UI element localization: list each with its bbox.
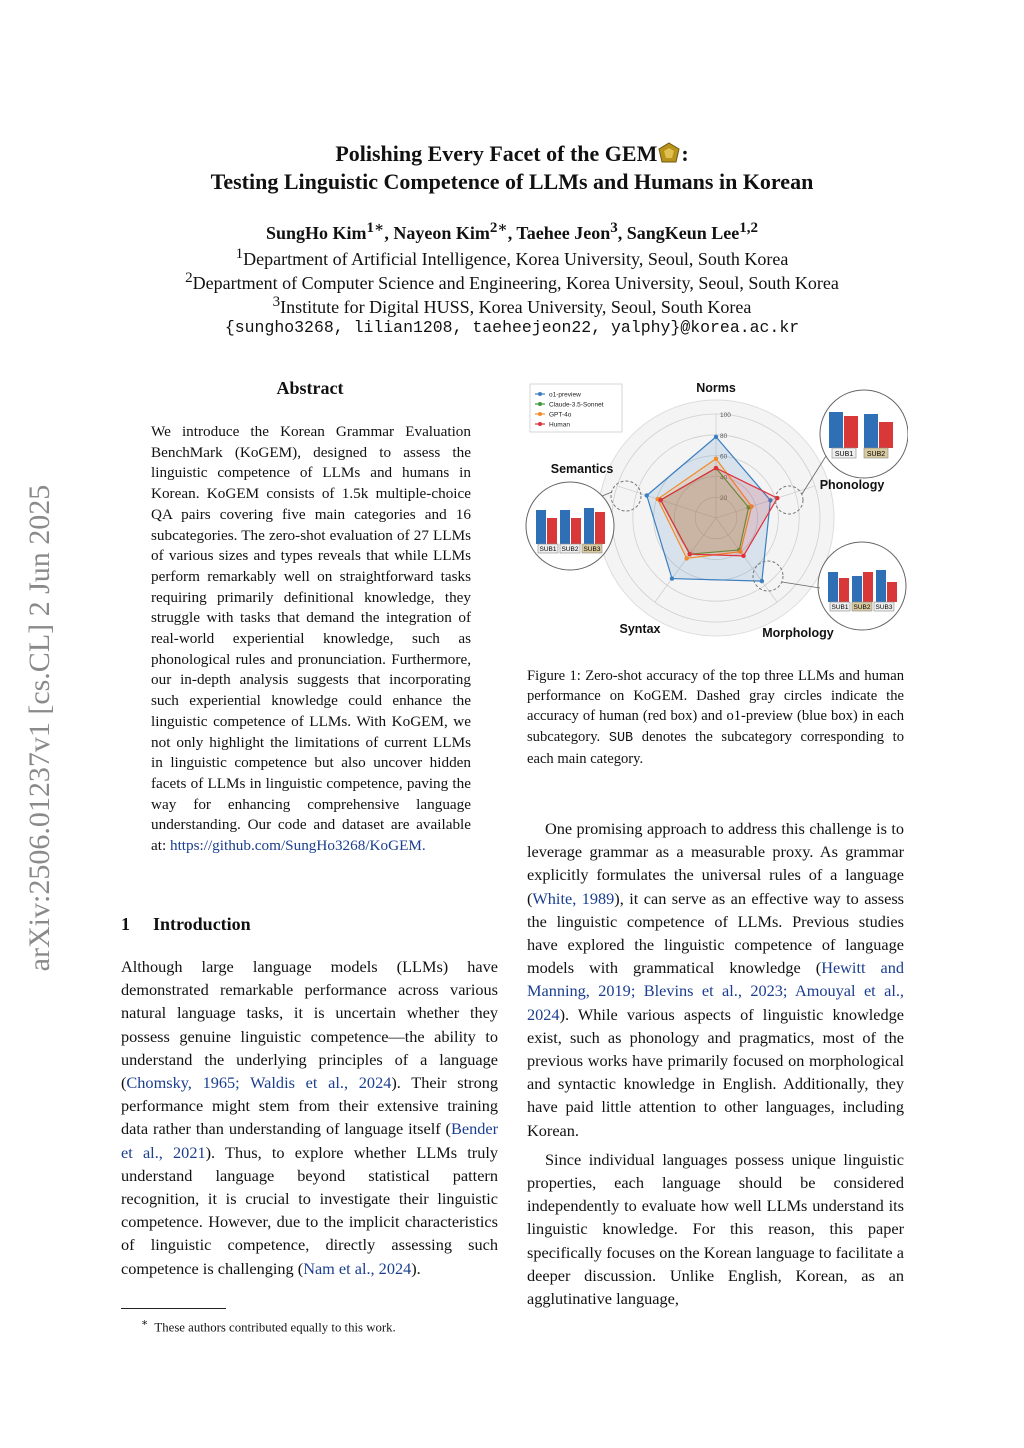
- axis-label-semantics: Semantics: [550, 462, 614, 476]
- gem-icon: [657, 142, 681, 164]
- legend-marker: [538, 412, 542, 416]
- bar-sub2-o1: [864, 414, 878, 448]
- radar-point: [688, 552, 692, 556]
- inset-sub-label: SUB3: [583, 546, 601, 553]
- radar-tick-label: 60: [720, 453, 728, 461]
- affiliation-3: $^3$Institute for Digital HUSS, Korea University, Seoul, South Korea: [272, 294, 752, 317]
- inset-sub-label: SUB2: [561, 546, 579, 553]
- code-link[interactable]: https://github.com/SungHo3268/KoGEM.: [169, 837, 426, 855]
- legend-label: Claude-3.5-Sonnet: [549, 401, 604, 409]
- radar-point: [714, 435, 718, 439]
- inset-morphology: [818, 542, 906, 630]
- author-list: SungHo Kim$^{1∗}$, Nayeon Kim$^{2∗}$, Taehee Jeon$^3$, SangKeun Lee$^{1,2}$: [265, 220, 759, 243]
- paper-title-line2: Testing Linguistic Competence of LLMs and Humans in Korean: [210, 169, 814, 194]
- citation[interactable]: Bender et al., 2021: [121, 1119, 498, 1162]
- axis-label-syntax: Syntax: [619, 622, 661, 636]
- radar-point: [684, 556, 688, 560]
- inset-semantics: [526, 482, 614, 570]
- paper-title-line1: Polishing Every Facet of the GEM :: [335, 141, 689, 166]
- author-emails[interactable]: {sungho3268, lilian1208, taeheejeon22, yalphy}@korea.ac.kr: [224, 318, 800, 337]
- bar-sub1-o1: [829, 412, 843, 448]
- radar-tick-label: 20: [720, 495, 728, 503]
- radar-tick-label: 100: [720, 412, 731, 419]
- radar-tick-label: 80: [720, 432, 728, 440]
- right-column-body: One promising approach to address this challenge is to leverage grammar as a measurable proxy. As grammar explicitly formulates the universal rules of a language (White, 1989), it can serve as an effective way to assess the linguistic competence of LLMs. Previous studies have explored the linguistic competence of language models with grammatical knowledge (Hewitt and Manning, 2019; Blevins et al., 2023; Amouyal et al., 2024). While various aspects of linguistic knowledge exist, such as phonology and pragmatics, most of the previous works have primarily focused on morphological and syntactic knowledge in English. Additionally, they have paid little attention to other languages, including Korean. Since individual languages possess unique linguistic properties, each language should be considered independently to evaluate how well LLMs understand its linguistic knowledge. For this reason, this paper specifically focuses on the Korean language to facilitate a deeper discussion. Unlike English, Korean, as an agglutinative language,: [527, 819, 905, 1309]
- axis-label-phonology: Phonology: [819, 478, 885, 492]
- footnote: ∗ These authors contributed equally to this work.: [141, 1318, 396, 1335]
- radar-point: [714, 457, 718, 461]
- inset-sub-label: SUB1: [834, 451, 854, 458]
- legend-label: o1-preview: [549, 391, 581, 399]
- footnote-rule: [121, 1308, 226, 1309]
- radar-tick-label: 40: [720, 474, 728, 482]
- axis-label-norms: Norms: [696, 381, 736, 395]
- figure-caption: Figure 1: Zero-shot accuracy of the top three LLMs and human performance on KoGEM. Dashed gray circles indicate the accuracy of human (red box) and o1-preview (blue box) in each subcategory. SUB denotes the subcategory corresponding to each main category.: [527, 668, 905, 767]
- radar-point: [658, 498, 662, 502]
- inset-sub-label: SUB2: [853, 604, 871, 611]
- abstract-heading: Abstract: [276, 378, 344, 398]
- affiliation-1: $^1$Department of Artificial Intelligence, Korea University, Seoul, South Korea: [235, 246, 789, 269]
- affiliation-2: $^2$Department of Computer Science and Engineering, Korea University, Seoul, South Korea: [185, 270, 839, 293]
- legend-marker: [538, 422, 542, 426]
- citation[interactable]: Chomsky, 1965; Waldis et al., 2024: [126, 1073, 392, 1093]
- radar-point: [714, 466, 718, 470]
- inset-sub-label: SUB1: [539, 546, 557, 553]
- axis-label-morphology: Morphology: [762, 626, 834, 640]
- abstract-body: We introduce the Korean Grammar Evaluation BenchMark (KoGEM), designed to assess the linguistic competence of LLMs and humans in Korean. KoGEM consists of 1.5k multiple-choice QA pairs covering five main categories and 16 subcategories. The zero-shot evaluation of 27 LLMs of various sizes and types reveals that while LLMs perform remarkably well on straightforward tasks requiring primarily definitional knowledge, they struggle with tasks that demand the integration of real-world experiential knowledge, such as phonological rules and pronunciation. Furthermore, our in-depth analysis suggests that incorporating such experiential knowledge could enhance the linguistic competence of LLMs. With KoGEM, we not only highlight the limitations of current LLMs in linguistic competence but also uncover hidden facets of LLMs in linguistic competence, paving the way for enhancing comprehensive language understanding. Our code and dataset are available at: https://github.com/SungHo3268/KoGEM.: [151, 423, 471, 855]
- radar-chart: [524, 378, 908, 646]
- citation[interactable]: White, 1989: [532, 888, 615, 908]
- inset-sub-label: SUB1: [831, 604, 849, 611]
- section-heading: 1 Introduction: [121, 914, 251, 934]
- inset-norms: [820, 390, 908, 478]
- legend-label: Human: [549, 421, 570, 429]
- citation[interactable]: Nam et al., 2024: [303, 1258, 412, 1278]
- chart-legend: [530, 384, 622, 432]
- radar-point: [760, 579, 764, 583]
- radar-point: [645, 493, 649, 497]
- citation[interactable]: Hewitt and Manning, 2019; Blevins et al., 2023; Amouyal et al., 2024: [527, 958, 905, 1024]
- bar-sub2-human: [879, 422, 893, 448]
- inset-sub-label: SUB2: [866, 451, 886, 458]
- radar-point: [670, 576, 674, 580]
- arxiv-identifier: arXiv:2506.01237v1 [cs.CL] 2 Jun 2025: [23, 484, 56, 972]
- intro-paragraph: Although large language models (LLMs) have demonstrated remarkable performance across various natural language tasks, it is uncertain whether they possess genuine linguistic competence—the ability to understand the underlying principles of a language (Chomsky, 1965; Waldis et al., 2024). Their strong performance might stem from their extensive training data rather than understanding of language itself (Bender et al., 2021). Thus, to explore whether LLMs truly understand language beyond statistical pattern recognition, it is crucial to investigate their linguistic competence. However, due to the implicit characteristics of linguistic competence, directly assessing such competence is challenging (Nam et al., 2024).: [121, 957, 498, 1278]
- legend-marker: [538, 402, 542, 406]
- inset-sub-label: SUB3: [875, 604, 893, 611]
- legend-label: GPT-4o: [549, 411, 572, 419]
- legend-marker: [538, 392, 542, 396]
- bar-sub1-human: [844, 416, 858, 448]
- radar-point: [741, 554, 745, 558]
